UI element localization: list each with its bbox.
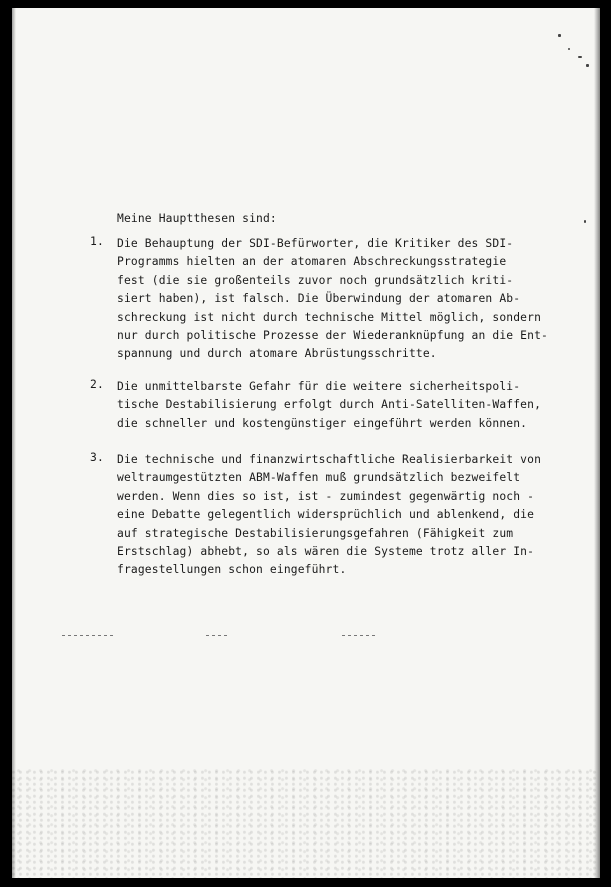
text-line: werden. Wenn dies so ist, ist - zumindest gegenwärtig noch -	[117, 489, 535, 503]
scan-dash-line	[62, 635, 116, 636]
thesis-number: 2.	[90, 378, 104, 391]
text-line: schreckung ist nicht durch technische Mittel möglich, sondern	[117, 310, 542, 324]
scan-noise	[12, 768, 600, 878]
text-line: fragestellungen schon eingeführt.	[117, 563, 347, 577]
thesis-number: 3.	[90, 451, 104, 464]
text-line: spannung und durch atomare Abrüstungsschritte.	[117, 347, 437, 361]
document-page	[12, 8, 600, 878]
text-line: nur durch politische Prozesse der Wiederanknüpfung an die Ent-	[117, 328, 548, 342]
scan-dash-line	[206, 635, 230, 636]
text-line: die schneller und kostengünstiger eingeführt werden können.	[117, 416, 528, 430]
text-line: tische Destabilisierung erfolgt durch Anti-Satelliten-Waffen,	[117, 398, 542, 412]
scan-speck	[578, 56, 582, 58]
scan-edge-left	[12, 8, 16, 878]
scan-speck	[586, 64, 589, 67]
scan-speck	[568, 48, 570, 50]
thesis-number: 1.	[90, 235, 104, 248]
text-line: Die Behauptung der SDI-Befürworter, die Kritiker des SDI-	[117, 237, 514, 250]
thesis-body	[117, 235, 567, 364]
scan-dash-line	[342, 635, 376, 636]
text-line: Die technische und finanzwirtschaftliche Realisierbarkeit von	[117, 453, 542, 466]
text-line: Programms hielten an der atomaren Abschreckungsstrategie	[117, 255, 507, 269]
text-line: siert haben), ist falsch. Die Überwindung der atomaren Ab-	[117, 292, 521, 306]
scan-edge-right	[594, 8, 600, 878]
text-line: fest (die sie großenteils zuvor noch grundsätzlich kriti-	[117, 273, 514, 287]
scan-speck	[558, 34, 561, 37]
text-line: auf strategische Destabilisierungsgefahren (Fähigkeit zum	[117, 526, 514, 540]
scan-speck	[584, 220, 586, 223]
text-line: weltraumgestützten ABM-Waffen muß grundsätzlich bezweifelt	[117, 471, 521, 485]
intro-text: Meine Hauptthesen sind:	[117, 212, 277, 225]
thesis-body	[117, 378, 567, 433]
text-line: eine Debatte gelegentlich widersprüchlich und ablenkend, die	[117, 508, 535, 522]
thesis-body	[117, 451, 567, 580]
text-line: Erstschlag) abhebt, so als wären die Systeme trotz aller In-	[117, 544, 535, 558]
text-line: Die unmittelbarste Gefahr für die weitere sicherheitspoli-	[117, 380, 521, 393]
